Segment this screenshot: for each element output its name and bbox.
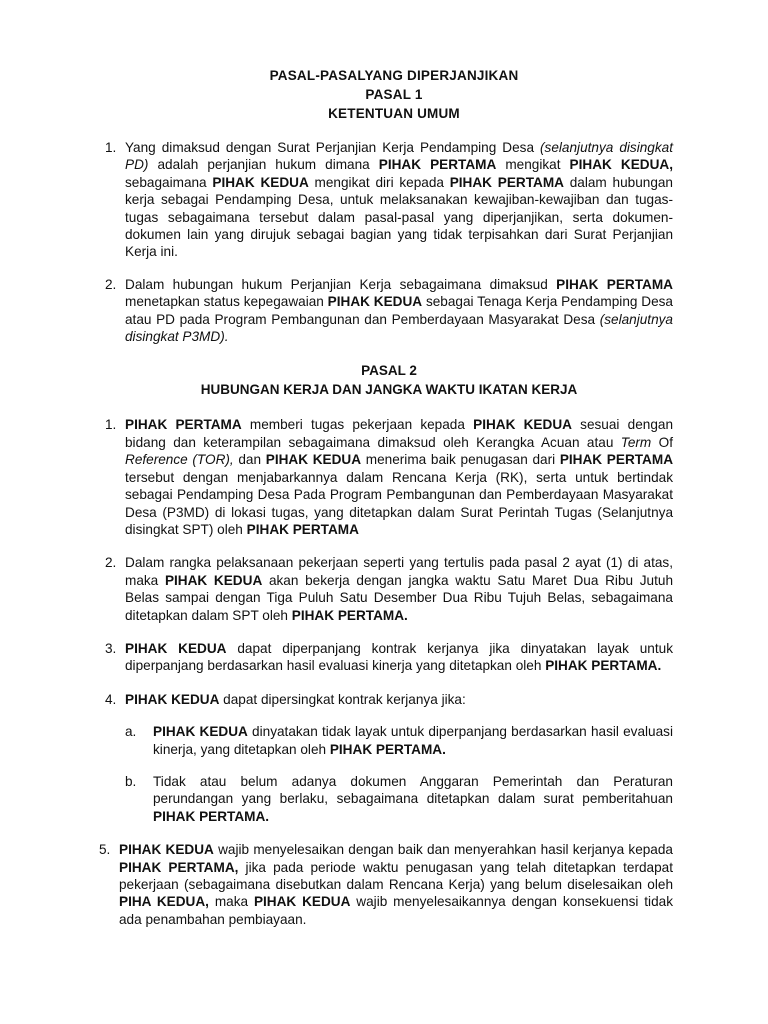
pasal2-item-5 — [99, 841, 673, 928]
heading-pasal-2: PASAL 2 — [361, 363, 417, 379]
item-text: PIHAK KEDUA dapat diperpanjang kontrak kerjanya jika dinyatakan layak untuk diperpanjang berdasarkan hasil evaluasi kinerja yang ditetapkan oleh PIHAK PERTAMA. — [125, 640, 674, 674]
heading-hubungan-kerja: HUBUNGAN KERJA DAN JANGKA WAKTU IKATAN KERJA — [200, 382, 578, 398]
item-text: Dalam rangka pelaksanaan pekerjaan seperti yang tertulis pada pasal 2 ayat (1) di atas, maka PIHAK KEDUA akan bekerja dengan jangka waktu Satu Maret Dua Ribu Jutuh Belas sampai dengan Tiga Puluh Satu Desember Dua Ribu Tujuh Belas, sebagaimana ditetapkan dalam SPT oleh PIHAK PERTAMA. — [125, 555, 674, 623]
item-text: PIHAK KEDUA dinyatakan tidak layak untuk diperpanjang berdasarkan hasil evaluasi kinerja, yang ditetapkan oleh PIHAK PERTAMA. — [153, 724, 673, 757]
item-text: Yang dimaksud dengan Surat Perjanjian Kerja Pendamping Desa (selanjutnya disingkat PD) adalah perjanjian hukum dimana PIHAK PERTAMA mengikat PIHAK KEDUA, sebagaimana PIHAK KEDUA mengikat diri kepada PIHAK PERTAMA dalam hubungan kerja sebagai Pendamping Desa, untuk melaksanakan kewajiban-kewajiban dan tugas-tugas sebagaimana tersebut dalam pasal-pasal yang diperjanjikan, serta dokumen-dokumen lain yang dirujuk sebagai bagian yang tidak terpisahkan dari Surat Perjanjian Kerja ini. — [125, 140, 673, 260]
item-text: Tidak atau belum adanya dokumen Anggaran Pemerintah dan Peraturan perundangan yang berlaku, sebagaimana ditetapkan dalam surat pemberitahuan PIHAK PERTAMA. — [153, 773, 673, 824]
item-number: 1. — [105, 417, 117, 433]
item-text: PIHAK KEDUA dapat dipersingkat kontrak kerjanya jika: — [125, 691, 466, 707]
heading-pasal-1: PASAL 1 — [365, 87, 423, 102]
item-letter: b. — [125, 773, 137, 789]
pasal2-item-4a — [125, 723, 673, 758]
item-number: 5. — [99, 842, 111, 858]
item-letter: a. — [125, 724, 137, 740]
item-text: PIHAK PERTAMA memberi tugas pekerjaan kepada PIHAK KEDUA sesuai dengan bidang dan keterampilan sebagaimana dimaksud oleh Kerangka Acuan atau Term Of Reference (TOR), dan PIHAK KEDUA menerima baik penugasan dari PIHAK PERTAMA tersebut dengan menjabarkannya dalam Rencana Kerja (RK), serta untuk bertindak sebagai Pendamping Desa Pada Program Pembangunan dan Pemberdayaan Masyarakat Desa (P3MD) di lokasi tugas, yang ditetapkan dalam Surat Perintah Tugas (Selanjutnya disingkat SPT) oleh PIHAK PERTAMA — [125, 417, 674, 537]
item-number: 2. — [105, 276, 117, 292]
pasal2-item-1 — [105, 416, 673, 538]
pasal1-item-1 — [105, 139, 673, 261]
pasal2-item-2 — [105, 554, 673, 624]
item-text: PIHAK KEDUA wajib menyelesaikan dengan baik dan menyerahkan hasil kerjanya kepada PIHAK PERTAMA, jika pada periode waktu penugasan yang telah ditetapkan terdapat pekerjaan (sebagaimana disebutkan dalam Rencana Kerja) yang belum diselesaikan oleh PIHA KEDUA, maka PIHAK KEDUA wajib menyelesaikannya dengan konsekuensi tidak ada penambahan pembiayaan. — [119, 842, 673, 927]
item-number: 2. — [105, 555, 117, 571]
item-number: 1. — [105, 140, 117, 155]
pasal2-item-4 — [105, 691, 673, 708]
item-number: 4. — [105, 691, 117, 707]
heading-ketentuan-umum: KETENTUAN UMUM — [328, 106, 460, 121]
heading-title: PASAL-PASALYANG DIPERJANJIKAN — [269, 68, 519, 83]
pasal2-item-3 — [105, 640, 673, 675]
item-text: Dalam hubungan hukum Perjanjian Kerja sebagaimana dimaksud PIHAK PERTAMA menetapkan status kepegawaian PIHAK KEDUA sebagai Tenaga Kerja Pendamping Desa atau PD pada Program Pembangunan dan Pemberdayaan Masyarakat Desa (selanjutnya disingkat P3MD). — [125, 276, 673, 345]
item-number: 3. — [105, 640, 117, 656]
pasal1-item-2 — [105, 276, 673, 346]
pasal2-item-4b — [125, 773, 673, 825]
